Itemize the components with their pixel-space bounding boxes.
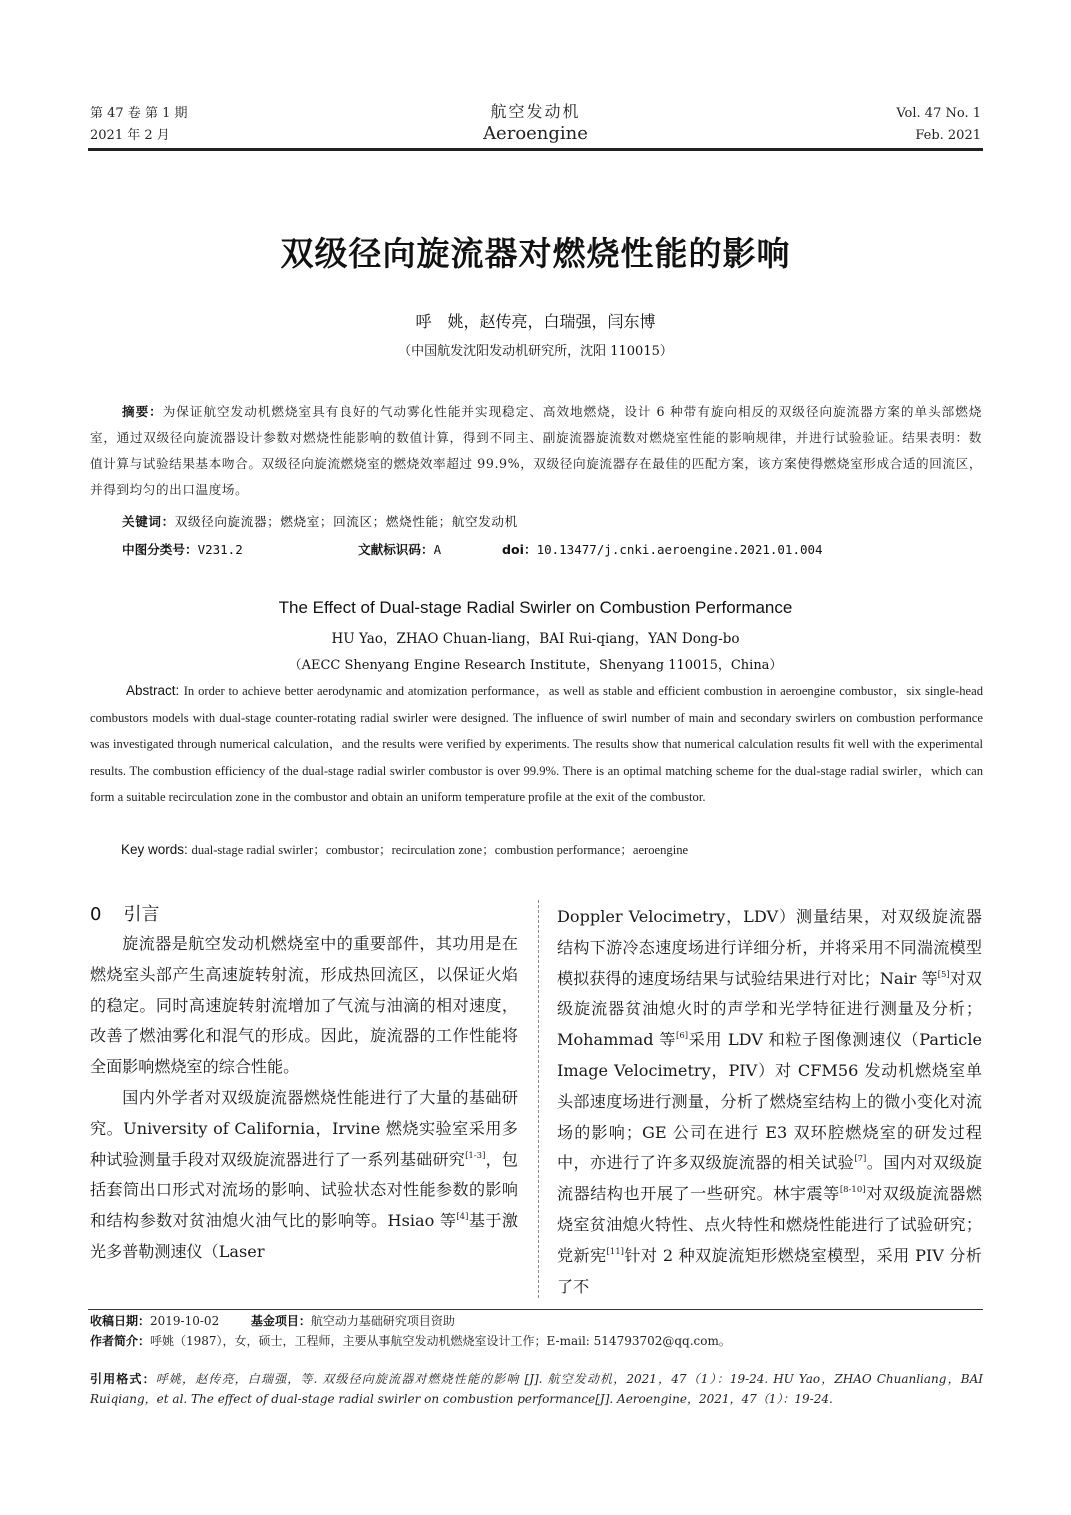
issue-info-en (896, 103, 981, 147)
paragraph-text: 。国内对双级旋流器结构也开展了一些研究。林宇震等 (557, 1153, 983, 1204)
citation-format (90, 1369, 983, 1409)
keywords-cn (122, 510, 982, 534)
section-number: 0 (90, 904, 102, 925)
document-code-value: A (433, 542, 442, 557)
author-bio-label: 作者简介： (90, 1334, 151, 1348)
paper-title-cn: 双级径向旋流器对燃烧性能的影响 (280, 234, 791, 273)
authors-cn: 呼 姚，赵传亮，白瑞强，闫东博 (415, 312, 656, 331)
paragraph-text: Doppler Velocimetry，LDV）测量结果，对双级旋流器结构下游冷态速度场进行详细分析，并将采用不同湍流模型模拟获得的速度场结果与试验结果进行对比；Nair 等 (557, 907, 982, 988)
citation-ref[interactable]: [4] (456, 1212, 469, 1223)
paragraph-text: ，包括套筒出口形式对流场的影响、试验状态对性能参数的影响和结构参数对贫油熄火油气比的影响等。Hsiao 等 (90, 1149, 519, 1231)
citation-label: 引用格式： (90, 1372, 156, 1386)
document-code (358, 538, 441, 562)
abstract-en (90, 678, 983, 811)
received-fund-line (90, 1311, 982, 1331)
paragraph-text: 对双级旋流器贫油熄火时的声学和光学特征进行测量及分析；Mohammad 等 (557, 968, 983, 1050)
affiliation-cn: （中国航发沈阳发动机研究所，沈阳 110015） (398, 344, 673, 359)
paper-title-en: The Effect of Dual-stage Radial Swirler on Combustion Performance (278, 598, 793, 617)
received-date: 2019-10-02 (150, 1314, 220, 1328)
body-column-right (557, 902, 982, 1302)
abstract-cn-label: 摘要： (122, 404, 163, 419)
clc-label: 中图分类号： (122, 542, 198, 557)
abstract-en-label: Abstract: (126, 683, 184, 698)
issue-volume: 第 47 卷 第 1 期 (90, 106, 188, 121)
body-column-left (90, 929, 518, 1268)
keywords-cn-text: 双级径向旋流器；燃烧室；回流区；燃烧性能；航空发动机 (174, 514, 518, 529)
paragraph-text: 基于激光多普勒测速仪（Laser (90, 1211, 518, 1261)
author-bio-line (90, 1331, 982, 1351)
journal-name-en: Aeroengine (483, 123, 588, 144)
footnote-rule (88, 1309, 983, 1310)
paragraph (90, 1083, 518, 1268)
paragraph-text: 采用 LDV 和粒子图像测速仪（Particle Image Velocimetry，PIV）对 CFM56 发动机燃烧室单头部速度场进行测量，分析了燃烧室结构上的微小变化对流场的影响；GE 公司在进行 E3 双环腔燃烧室的研发过程中，亦进行了许多双级旋流器的相关试验 (557, 1030, 982, 1173)
journal-name-cn: 航空发动机 (490, 102, 581, 121)
abstract-en-text: In order to achieve better aerodynamic and atomization performance，as well as stable and efficient combustion in aeroengine combustor，six single-head combustors models with dual-stage counter-rotating radial swirler were designed. The influence of swirl number of main and secondary swirlers on combustion performance was investigated through numerical calculation，and the results were verified by experiments. The results show that numerical calculation results fit well with the experimental results. The combustion efficiency of the dual-stage radial swirler combustor is over 99.9%. There is an optimal matching scheme for the dual-stage radial swirler，which can form a suitable recirculation zone in the combustor and obtain an uniform temperature profile at the exit of the combustor. (90, 684, 983, 805)
paragraph-text: 国内外学者对双级旋流器燃烧性能进行了大量的基础研究。University of California，Irvine 燃烧实验室采用多种试验测量手段对双级旋流器进行了一系列基础研究 (90, 1087, 518, 1169)
clc-number (122, 538, 243, 562)
author-bio-value: 呼姚（1987），女，硕士，工程师，主要从事航空发动机燃烧室设计工作；E-mail: 514793702@qq.com。 (150, 1334, 731, 1348)
fund-value: 航空动力基础研究项目资助 (310, 1314, 455, 1328)
section-title: 引言 (123, 904, 160, 925)
doi-value[interactable]: 10.13477/j.cnki.aeroengine.2021.01.004 (536, 542, 823, 557)
issue-date-en: Feb. 2021 (915, 128, 981, 143)
citation-ref[interactable]: [8-10] (839, 1185, 866, 1196)
document-code-label: 文献标识码： (358, 542, 434, 557)
citation-ref[interactable]: [1-3] (465, 1150, 486, 1161)
footnotes (90, 1311, 982, 1351)
citation-text: 呼姚，赵传亮，白瑞强，等. 双级径向旋流器对燃烧性能的影响 [J]. 航空发动机，2021，47（1）：19-24. HU Yao，ZHAO Chuanliang，BAI Ruiqiang，et al. The effect of dual-stage radial swirler on combustion performance[J]. Aeroengine，2021，47（1）：19-24. (90, 1372, 983, 1406)
abstract-cn (90, 399, 982, 503)
header-rule (88, 148, 983, 151)
fund-label: 基金项目： (250, 1314, 311, 1328)
column-divider (538, 900, 539, 1298)
paragraph-text: 对双级旋流器燃烧室贫油熄火特性、点火特性和燃烧性能进行了试验研究；党新宪 (557, 1184, 983, 1265)
keywords-cn-label: 关键词： (122, 514, 175, 529)
citation-ref[interactable]: [11] (606, 1246, 624, 1257)
authors-en: HU Yao，ZHAO Chuan-liang，BAI Rui-qiang，YAN Dong-bo (331, 631, 740, 647)
affiliation-en: （AECC Shenyang Engine Research Institute，Shenyang 110015，China） (288, 658, 783, 673)
issue-volume-en: Vol. 47 No. 1 (896, 106, 981, 121)
abstract-cn-text: 为保证航空发动机燃烧室具有良好的气动雾化性能并实现稳定、高效地燃烧，设计 6 种带有旋向相反的双级径向旋流器方案的单头部燃烧室，通过双级径向旋流器设计参数对燃烧性能影响的数值计算，得到不同主、副旋流器旋流数对燃烧室性能的影响规律，并进行试验验证。结果表明：数值计算与试验结果基本吻合。双级径向旋流燃烧室的燃烧效率超过 99.9%，双级径向旋流器存在最佳的匹配方案，该方案使得燃烧室形成合适的回流区，并得到均匀的出口温度场。 (90, 404, 983, 497)
clc-value: V231.2 (197, 542, 243, 557)
doi (502, 538, 823, 562)
issue-date: 2021 年 2 月 (90, 128, 170, 143)
doi-label: doi： (502, 542, 537, 557)
citation-ref[interactable]: [5] (937, 969, 950, 980)
paragraph-text: 针对 2 种双旋流矩形燃烧室模型，采用 PIV 分析了不 (557, 1245, 983, 1296)
keywords-en (121, 838, 983, 862)
received-label: 收稿日期： (90, 1314, 151, 1328)
citation-ref[interactable]: [6] (676, 1031, 689, 1042)
section-heading (90, 900, 159, 926)
paragraph (557, 902, 982, 1302)
paragraph: 旋流器是航空发动机燃烧室中的重要部件，其功用是在燃烧室头部产生高速旋转射流，形成热回流区，以保证火焰的稳定。同时高速旋转射流增加了气流与油滴的相对速度，改善了燃油雾化和混气的形成。因此，旋流器的工作性能将全面影响燃烧室的综合性能。 (90, 934, 518, 1077)
keywords-en-label: Key words: (121, 842, 192, 857)
citation-ref[interactable]: [7] (854, 1154, 867, 1165)
keywords-en-text: dual-stage radial swirler；combustor；recirculation zone；combustion performance；aeroengine (191, 843, 689, 857)
